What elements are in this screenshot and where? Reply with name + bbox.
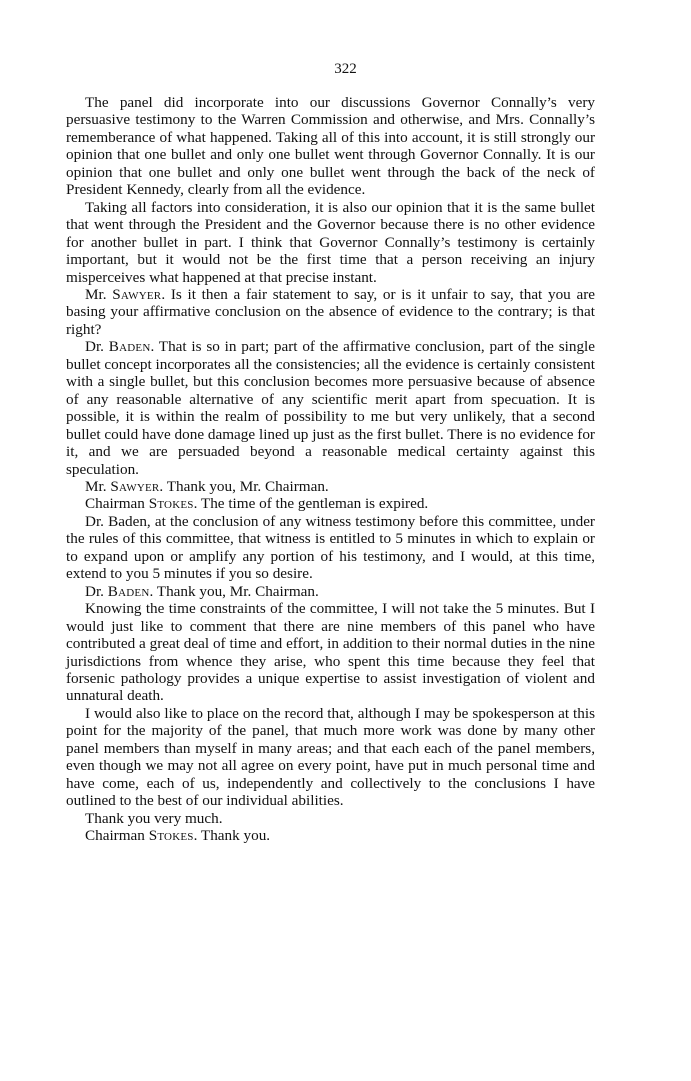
paragraph-text: Taking all factors into consideration, it is also our opinion that it is the same bullet that went through the President and the Governor because there is no other evidence for another bullet in part. I think that Governor Connally’s testimony is certainly important, but it would not be the first time that a person receiving an injury misperceives what happened at that precise instant.: [66, 198, 595, 286]
speaker-title: Dr.: [85, 582, 104, 600]
paragraph: [66, 827, 595, 844]
paragraph: [66, 94, 595, 199]
paragraph-text: Dr. Baden, at the conclusion of any witness testimony before this committee, under the rules of this committee, that witness is entitled to 5 minutes in which to explain or to expand upon or amplify any portion of his testimony, and I would, at this time, extend to you 5 minutes if you so desire.: [66, 512, 595, 583]
paragraph-text: Thank you very much.: [85, 809, 223, 827]
paragraph-text: . Thank you, Mr. Chairman.: [149, 582, 319, 600]
speaker-title: Dr.: [85, 338, 104, 356]
speaker-title: Chairman: [85, 495, 145, 513]
paragraph: [66, 583, 595, 600]
paragraph: [66, 199, 595, 286]
body-text: [66, 94, 595, 844]
page-number: 322: [334, 61, 357, 77]
speaker-name: Stokes: [148, 827, 194, 845]
paragraph: [66, 705, 595, 810]
speaker-title: Chairman: [85, 827, 145, 845]
paragraph: [66, 600, 595, 705]
speaker-name: Stokes: [148, 495, 194, 513]
paragraph-text: . That is so in part; part of the affirmative conclusion, part of the single bullet concept incorporates all the consistencies; all the evidence is certainly consistent with a single bullet, but this conclusion becomes more persuasive because of absence of any reasonable alternative of any scientific merit apart from specuation. It is possible, it is within the realm of possibility to me but very unlikely, that a second bullet could have done damage lined up just as the first bullet. There is no evidence for it, and we are persuaded beyond a reasonable medical certainty against this speculation.: [66, 338, 595, 478]
speaker-title: Mr.: [85, 477, 107, 495]
speaker-title: Mr.: [85, 285, 107, 303]
speaker-name: Baden: [107, 582, 150, 600]
paragraph-text: The panel did incorporate into our discussions Governor Connally’s very persuasive testimony to the Warren Commission and otherwise, and Mrs. Connally’s rememberance of what happened. Taking all of this into account, it is still strongly our opinion that one bullet and only one bullet went through Governor Connally. It is our opinion that one bullet and only one bullet went through the back of the neck of President Kennedy, clearly from all the evidence.: [66, 94, 595, 199]
paragraph-text: I would also like to place on the record that, although I may be spokesperson at this point for the majority of the panel, that much more work was done by many other panel members than myself in many areas; and that each each of the panel members, even though we may not all agree on every point, have put in much personal time and have come, each of us, independently and collectively to the conclusions I have outlined to the best of our individual abilities.: [66, 704, 595, 810]
paragraph-text: . Thank you, Mr. Chairman.: [159, 477, 329, 495]
speaker-name: Sawyer: [112, 285, 162, 303]
paragraph-text: . Is it then a fair statement to say, or is it unfair to say, that you are basing your affirmative conclusion on the absence of evidence to the contrary; is that right?: [66, 285, 596, 338]
paragraph: [66, 810, 595, 827]
speaker-name: Baden: [108, 338, 151, 356]
paragraph: [66, 495, 595, 512]
speaker-name: Sawyer: [110, 477, 160, 495]
paragraph-text: . Thank you.: [193, 827, 271, 845]
paragraph: [66, 513, 595, 583]
paragraph-text: Knowing the time constraints of the committee, I will not take the 5 minutes. But I would just like to comment that there are nine members of this panel who have contributed a great deal of time and effort, in addition to their normal duties in the nine jurisdictions from whence they arise, who spent this time because they feel that forsenic pathology provides a unique expertise to assist investigation of violent and unnatural death.: [66, 600, 595, 705]
paragraph: [66, 478, 595, 495]
paragraph: [66, 286, 595, 338]
paragraph-text: . The time of the gentleman is expired.: [193, 495, 429, 513]
paragraph: [66, 338, 595, 478]
